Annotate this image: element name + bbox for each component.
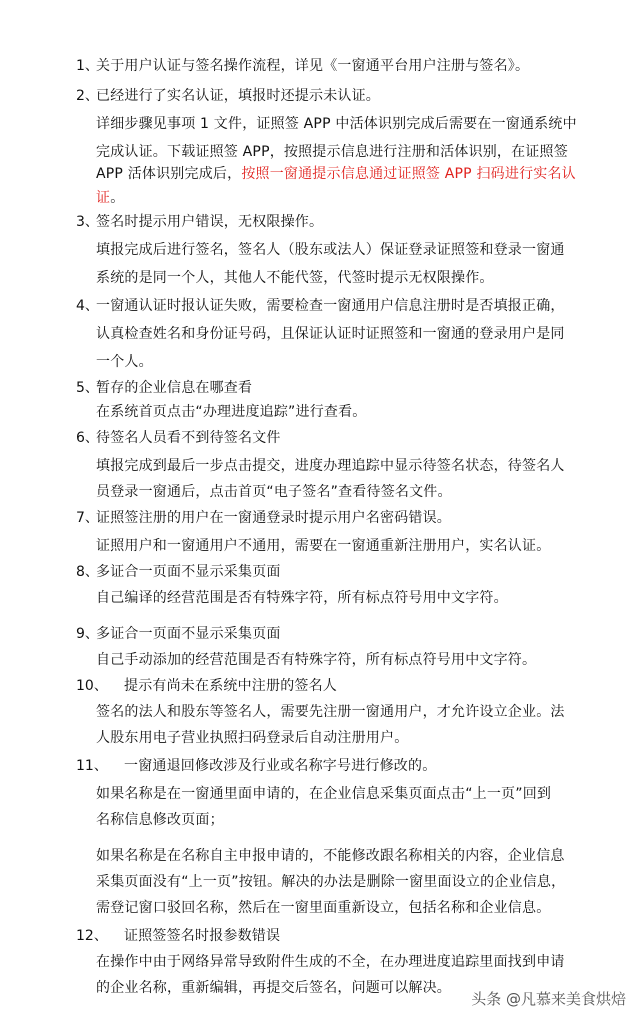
item-6-answer-line-2: 员登录一窗通后，点击首页“电子签名”查看待签名文件。 xyxy=(96,484,452,500)
item-2-answer-line-4 xyxy=(96,188,124,208)
item-12-number: 12、 xyxy=(76,928,108,944)
item-5-number: 5、 xyxy=(76,380,99,396)
item-2-answer-line-2: 完成认证。下载证照签 APP，按照提示信息进行注册和活体识别，在证照签 xyxy=(96,144,568,160)
item-1-question: 关于用户认证与签名操作流程，详见《一窗通平台用户注册与签名》。 xyxy=(96,58,530,74)
item-3-question: 签名时提示用户错误，无权限操作。 xyxy=(96,214,324,230)
item-3-answer-line-2: 系统的是同一个人，其他人不能代签，代签时提示无权限操作。 xyxy=(96,270,494,286)
item-11-answer2-line-2: 采集页面没有“上一页”按钮。解决的办法是删除一窗里面设立的企业信息， xyxy=(96,874,566,890)
item-2-answer-line-3 xyxy=(96,164,576,184)
item-2-answer-highlight: 按照一窗通提示信息通过证照签 APP 扫码进行实名认 xyxy=(241,166,576,182)
item-7-question: 证照签注册的用户在一窗通登录时提示用户名密码错误。 xyxy=(96,510,451,526)
item-7-number: 7、 xyxy=(76,510,99,526)
item-6-question: 待签名人员看不到待签名文件 xyxy=(96,430,281,446)
item-4-question-line-3: 一个人。 xyxy=(96,354,153,370)
item-9-number: 9、 xyxy=(76,626,99,642)
item-4-question-line-1: 一窗通认证时报认证失败，需要检查一窗通用户信息注册时是否填报正确， xyxy=(96,298,565,314)
item-10-answer-line-1: 签名的法人和股东等签名人，需要先注册一窗通用户，才允许设立企业。法 xyxy=(96,704,565,720)
item-7-answer-line-1: 证照用户和一窗通用户不通用，需要在一窗通重新注册用户，实名认证。 xyxy=(96,538,551,554)
item-11-answer-line-2: 名称信息修改页面； xyxy=(96,812,224,828)
item-8-question: 多证合一页面不显示采集页面 xyxy=(96,564,281,580)
item-5-answer-line-1: 在系统首页点击“办理进度追踪”进行查看。 xyxy=(96,404,367,420)
item-10-question: 提示有尚未在系统中注册的签名人 xyxy=(124,678,337,694)
item-6-answer-line-1: 填报完成到最后一步点击提交，进度办理追踪中显示待签名状态，待签名人 xyxy=(96,458,565,474)
item-12-question: 证照签签名时报参数错误 xyxy=(124,928,281,944)
item-12-answer-line-1: 在操作中由于网络异常导致附件生成的不全，在办理进度追踪里面找到申请 xyxy=(96,954,565,970)
item-6-number: 6、 xyxy=(76,430,99,446)
watermark-text: 头条 @凡慕来美食烘焙 xyxy=(471,990,626,1008)
item-4-question-line-2: 认真检查姓名和身份证号码，且保证认证时证照签和一窗通的登录用户是同 xyxy=(96,326,565,342)
item-5-question: 暂存的企业信息在哪查看 xyxy=(96,380,253,396)
item-11-answer2-line-3: 需登记窗口驳回名称，然后在一窗里面重新设立，包括名称和企业信息。 xyxy=(96,900,551,916)
item-2-question: 已经进行了实名认证，填报时还提示未认证。 xyxy=(96,88,380,104)
item-8-answer-line-1: 自己编译的经营范围是否有特殊字符，所有标点符号用中文字符。 xyxy=(96,590,508,606)
item-2-number: 2、 xyxy=(76,88,99,104)
item-2-answer-highlight-end: 证 xyxy=(96,190,111,206)
item-2-answer-line-1: 详细步骤见事项 1 文件，证照签 APP 中活体识别完成后需要在一窗通系统中 xyxy=(96,116,577,132)
item-11-answer-line-1: 如果名称是在一窗通里面申请的，在企业信息采集页面点击“上一页”回到 xyxy=(96,786,552,802)
item-8-number: 8、 xyxy=(76,564,99,580)
item-4-number: 4、 xyxy=(76,298,99,314)
item-2-answer-period: 。 xyxy=(110,190,125,206)
item-3-answer-line-1: 填报完成后进行签名，签名人（股东或法人）保证登录证照签和登录一窗通 xyxy=(96,242,565,258)
item-12-answer-line-2: 的企业名称，重新编辑，再提交后签名，问题可以解决。 xyxy=(96,980,451,996)
item-10-number: 10、 xyxy=(76,678,108,694)
item-9-answer-line-1: 自己手动添加的经营范围是否有特殊字符，所有标点符号用中文字符。 xyxy=(96,652,537,668)
item-11-question: 一窗通退回修改涉及行业或名称字号进行修改的。 xyxy=(124,758,437,774)
item-11-answer2-line-1: 如果名称是在名称自主申报申请的，不能修改跟名称相关的内容，企业信息 xyxy=(96,848,565,864)
item-9-question: 多证合一页面不显示采集页面 xyxy=(96,626,281,642)
item-3-number: 3、 xyxy=(76,214,99,230)
item-1-number: 1、 xyxy=(76,58,99,74)
item-10-answer-line-2: 人股东用电子营业执照扫码登录后自动注册用户。 xyxy=(96,730,409,746)
item-11-number: 11、 xyxy=(76,758,108,774)
item-2-answer-line-3-text: APP 活体识别完成后， xyxy=(96,166,242,182)
